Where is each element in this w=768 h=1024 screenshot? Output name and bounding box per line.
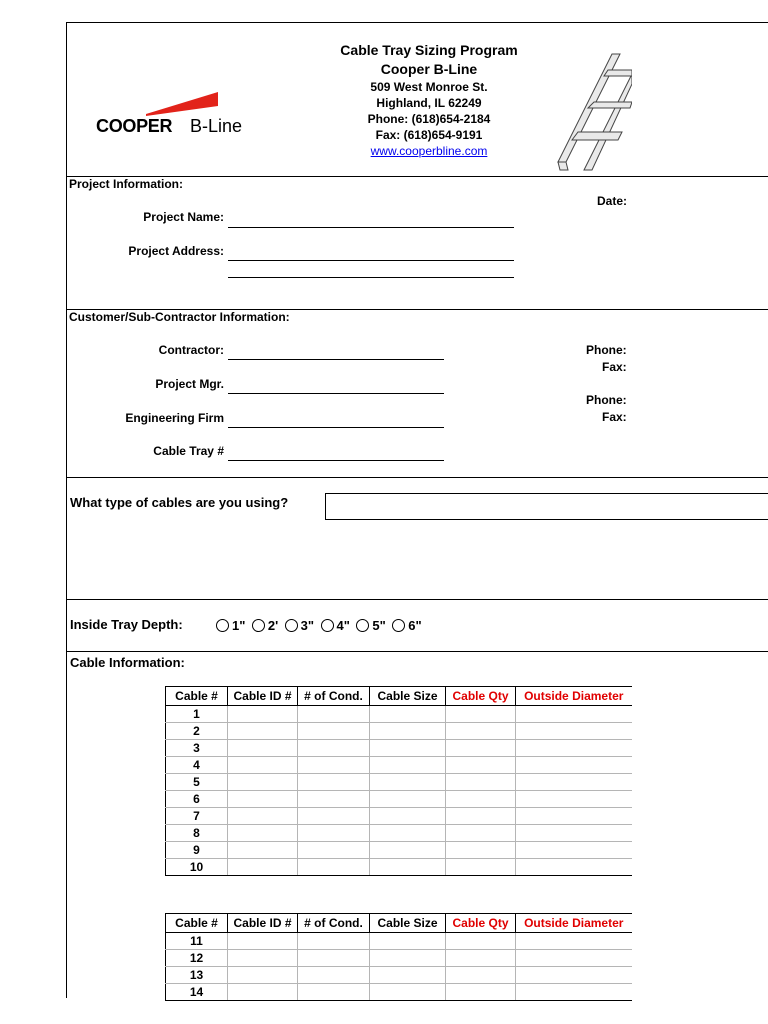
cable-number-cell: 12 <box>166 950 228 967</box>
cable-id-cell[interactable] <box>228 933 298 950</box>
cable-size-cell[interactable] <box>370 706 446 723</box>
num-cond-cell[interactable] <box>298 933 370 950</box>
num-cond-cell[interactable] <box>298 808 370 825</box>
table-header-row <box>166 914 632 933</box>
table-row <box>166 774 632 791</box>
radio-icon <box>216 619 229 632</box>
outside-diameter-cell[interactable] <box>516 774 632 791</box>
cable-id-cell[interactable] <box>228 842 298 859</box>
table-row <box>166 984 632 1001</box>
cable-size-cell[interactable] <box>370 757 446 774</box>
depth-option-3[interactable]: 3" <box>285 618 314 633</box>
table-row <box>166 950 632 967</box>
outside-diameter-cell[interactable] <box>516 950 632 967</box>
cable-number-cell: 8 <box>166 825 228 842</box>
outside-diameter-cell[interactable] <box>516 740 632 757</box>
cable-number-cell: 5 <box>166 774 228 791</box>
contractor-input[interactable] <box>228 359 444 360</box>
cable-qty-cell[interactable] <box>446 757 516 774</box>
depth-option-2[interactable]: 2' <box>252 618 278 633</box>
num-cond-cell[interactable] <box>298 791 370 808</box>
depth-option-5[interactable]: 5" <box>356 618 385 633</box>
cable-number-cell: 7 <box>166 808 228 825</box>
table-row <box>166 825 632 842</box>
cable-size-cell[interactable] <box>370 842 446 859</box>
cable-type-input[interactable] <box>325 493 768 520</box>
cable-number-cell: 2 <box>166 723 228 740</box>
col-cable-size: Cable Size <box>370 687 446 706</box>
project-name-input[interactable] <box>228 227 514 228</box>
outside-diameter-cell[interactable] <box>516 791 632 808</box>
cable-tray-number-input[interactable] <box>228 460 444 461</box>
tray-depth-label: Inside Tray Depth: <box>70 617 183 632</box>
cable-id-cell[interactable] <box>228 967 298 984</box>
col-cable-size: Cable Size <box>370 914 446 933</box>
num-cond-cell[interactable] <box>298 706 370 723</box>
project-section-title: Project Information: <box>69 177 184 191</box>
outside-diameter-cell[interactable] <box>516 967 632 984</box>
cable-qty-cell[interactable] <box>446 740 516 757</box>
cable-tray-ladder-icon <box>548 44 632 172</box>
depth-divider <box>66 651 768 652</box>
cable-qty-cell[interactable] <box>446 791 516 808</box>
fax-label-2: Fax: <box>602 410 627 424</box>
num-cond-cell[interactable] <box>298 723 370 740</box>
logo-text-bline: B-Line <box>190 116 243 136</box>
outside-diameter-cell[interactable] <box>516 723 632 740</box>
left-border <box>66 22 67 998</box>
date-label: Date: <box>597 194 628 208</box>
customer-section-title: Customer/Sub-Contractor Information: <box>69 310 290 324</box>
cable-qty-cell[interactable] <box>446 774 516 791</box>
depth-option-4[interactable]: 4" <box>321 618 350 633</box>
table-row <box>166 757 632 774</box>
table-row <box>166 791 632 808</box>
depth-option-6[interactable]: 6" <box>392 618 421 633</box>
col-cable-qty: Cable Qty <box>446 687 516 706</box>
table-row <box>166 723 632 740</box>
table-row <box>166 933 632 950</box>
col-cable-number: Cable # <box>166 914 228 933</box>
cable-number-cell: 4 <box>166 757 228 774</box>
cable-qty-cell[interactable] <box>446 723 516 740</box>
outside-diameter-cell[interactable] <box>516 706 632 723</box>
cable-size-cell[interactable] <box>370 859 446 876</box>
cable-number-cell: 13 <box>166 967 228 984</box>
project-mgr-label: Project Mgr. <box>155 377 224 391</box>
cable-type-question: What type of cables are you using? <box>70 495 289 510</box>
fax-label-1: Fax: <box>602 360 627 374</box>
cable-qty-cell[interactable] <box>446 859 516 876</box>
cable-qty-cell[interactable] <box>446 967 516 984</box>
website-link[interactable]: www.cooperbline.com <box>370 144 488 158</box>
project-address-input-1[interactable] <box>228 260 514 261</box>
radio-icon <box>356 619 369 632</box>
cable-table-1 <box>165 686 632 876</box>
cable-info-section-title: Cable Information: <box>70 655 185 670</box>
cable-size-cell[interactable] <box>370 723 446 740</box>
outside-diameter-cell[interactable] <box>516 825 632 842</box>
col-cable-number: Cable # <box>166 687 228 706</box>
table-row <box>166 808 632 825</box>
cable-qty-cell[interactable] <box>446 933 516 950</box>
cable-table-2 <box>165 913 632 1001</box>
cable-id-cell[interactable] <box>228 740 298 757</box>
cable-id-cell[interactable] <box>228 808 298 825</box>
num-cond-cell[interactable] <box>298 842 370 859</box>
cable-number-cell: 11 <box>166 933 228 950</box>
project-mgr-input[interactable] <box>228 393 444 394</box>
cable-qty-cell[interactable] <box>446 950 516 967</box>
cooper-bline-logo <box>96 92 266 138</box>
radio-icon <box>392 619 405 632</box>
outside-diameter-cell[interactable] <box>516 842 632 859</box>
cable-id-cell[interactable] <box>228 706 298 723</box>
program-title: Cable Tray Sizing Program <box>340 42 518 58</box>
cable-qty-cell[interactable] <box>446 808 516 825</box>
cable-id-cell[interactable] <box>228 774 298 791</box>
project-name-label: Project Name: <box>143 210 224 224</box>
address-line-1: 509 West Monroe St. <box>370 80 488 94</box>
table-row <box>166 706 632 723</box>
logo-text-cooper: COOPER <box>96 116 173 136</box>
cable-size-cell[interactable] <box>370 825 446 842</box>
outside-diameter-cell[interactable] <box>516 859 632 876</box>
cable-size-cell[interactable] <box>370 791 446 808</box>
num-cond-cell[interactable] <box>298 859 370 876</box>
table-row <box>166 859 632 876</box>
cable-qty-cell[interactable] <box>446 825 516 842</box>
outside-diameter-cell[interactable] <box>516 984 632 1001</box>
engineering-firm-input[interactable] <box>228 427 444 428</box>
num-cond-cell[interactable] <box>298 774 370 791</box>
depth-option-1[interactable]: 1" <box>216 618 245 633</box>
project-address-input-2[interactable] <box>228 277 514 278</box>
num-cond-cell[interactable] <box>298 984 370 1001</box>
tray-depth-options <box>216 618 424 637</box>
num-cond-cell[interactable] <box>298 825 370 842</box>
project-address-label: Project Address: <box>128 244 224 258</box>
cable-id-cell[interactable] <box>228 859 298 876</box>
cable-number-cell: 10 <box>166 859 228 876</box>
table-row <box>166 967 632 984</box>
cable-number-cell: 3 <box>166 740 228 757</box>
col-num-cond: # of Cond. <box>298 914 370 933</box>
cable-number-cell: 1 <box>166 706 228 723</box>
header-fax: Fax: (618)654-9191 <box>375 128 483 142</box>
radio-icon <box>252 619 265 632</box>
num-cond-cell[interactable] <box>298 967 370 984</box>
cable-id-cell[interactable] <box>228 757 298 774</box>
col-cable-qty: Cable Qty <box>446 914 516 933</box>
customer-divider <box>66 477 768 478</box>
cable-qty-cell[interactable] <box>446 706 516 723</box>
cable-id-cell[interactable] <box>228 723 298 740</box>
table-header-row <box>166 687 632 706</box>
col-num-cond: # of Cond. <box>298 687 370 706</box>
outside-diameter-cell[interactable] <box>516 808 632 825</box>
radio-icon <box>285 619 298 632</box>
cable-number-cell: 6 <box>166 791 228 808</box>
cable-id-cell[interactable] <box>228 950 298 967</box>
cable-type-divider <box>66 599 768 600</box>
table-row <box>166 842 632 859</box>
col-cable-id: Cable ID # <box>228 687 298 706</box>
cable-size-cell[interactable] <box>370 774 446 791</box>
outside-diameter-cell[interactable] <box>516 933 632 950</box>
cable-number-cell: 14 <box>166 984 228 1001</box>
cable-qty-cell[interactable] <box>446 984 516 1001</box>
cable-id-cell[interactable] <box>228 984 298 1001</box>
cable-size-cell[interactable] <box>370 933 446 950</box>
col-outside-diameter: Outside Diameter <box>516 687 632 706</box>
cable-size-cell[interactable] <box>370 950 446 967</box>
table-row <box>166 740 632 757</box>
address-line-2: Highland, IL 62249 <box>376 96 482 110</box>
cable-tray-number-label: Cable Tray # <box>153 444 224 458</box>
cable-size-cell[interactable] <box>370 967 446 984</box>
contractor-label: Contractor: <box>158 343 224 357</box>
col-outside-diameter: Outside Diameter <box>516 914 632 933</box>
cable-number-cell: 9 <box>166 842 228 859</box>
cable-size-cell[interactable] <box>370 740 446 757</box>
cable-qty-cell[interactable] <box>446 842 516 859</box>
cable-size-cell[interactable] <box>370 984 446 1001</box>
num-cond-cell[interactable] <box>298 950 370 967</box>
phone-label-2: Phone: <box>586 393 627 407</box>
company-name: Cooper B-Line <box>380 61 478 77</box>
cable-id-cell[interactable] <box>228 791 298 808</box>
header-phone: Phone: (618)654-2184 <box>367 112 491 126</box>
radio-icon <box>321 619 334 632</box>
cable-size-cell[interactable] <box>370 808 446 825</box>
col-cable-id: Cable ID # <box>228 914 298 933</box>
num-cond-cell[interactable] <box>298 757 370 774</box>
top-border <box>66 22 768 23</box>
engineering-firm-label: Engineering Firm <box>125 411 224 425</box>
outside-diameter-cell[interactable] <box>516 757 632 774</box>
cable-id-cell[interactable] <box>228 825 298 842</box>
num-cond-cell[interactable] <box>298 740 370 757</box>
phone-label-1: Phone: <box>586 343 627 357</box>
